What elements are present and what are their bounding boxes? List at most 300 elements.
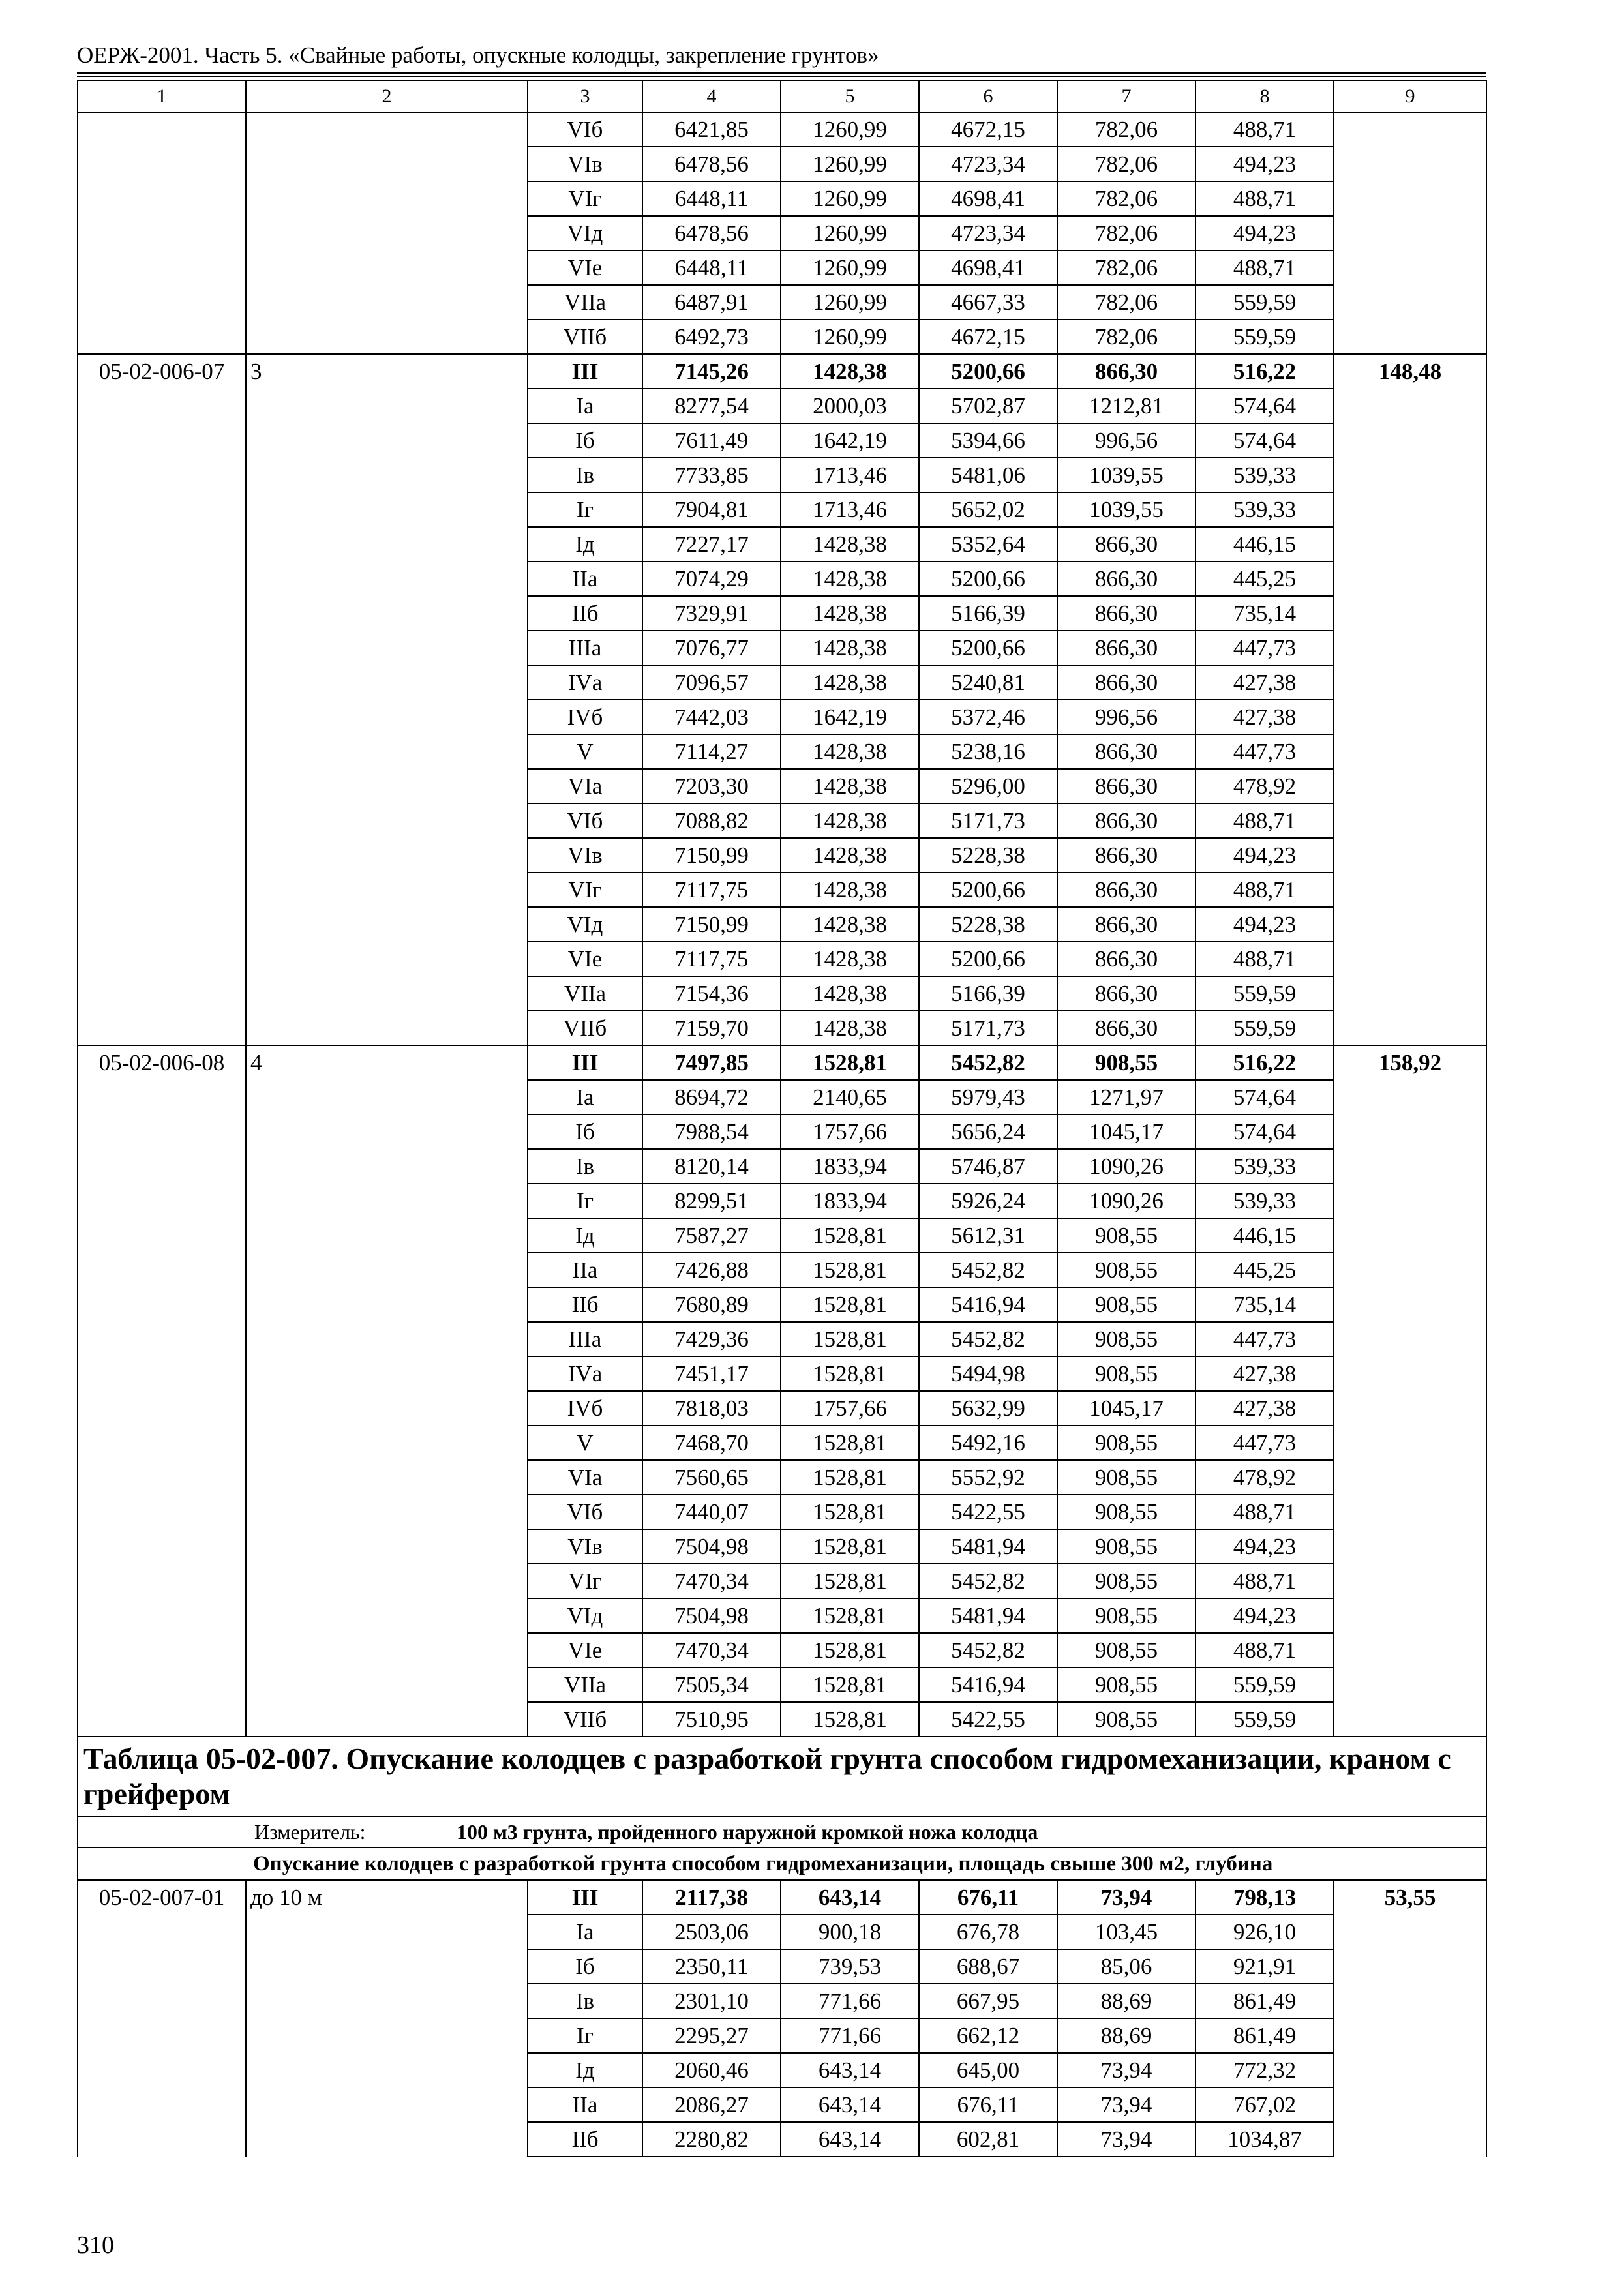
value-cell: 5228,38	[919, 907, 1057, 942]
col9-value	[1334, 112, 1486, 354]
value-cell: 735,14	[1195, 1287, 1334, 1322]
value-cell: 1642,19	[781, 423, 919, 458]
value-cell: 73,94	[1057, 2122, 1195, 2157]
value-cell: 688,67	[919, 1949, 1057, 1984]
zone-cell: V	[528, 1426, 642, 1460]
value-cell: 7074,29	[642, 561, 781, 596]
zone-cell: Iв	[528, 1984, 642, 2018]
page-header: ОЕРЖ-2001. Часть 5. «Свайные работы, опускные колодцы, закрепление грунтов»	[77, 42, 879, 68]
value-cell: 488,71	[1195, 250, 1334, 285]
column-number: 2	[246, 80, 528, 112]
value-cell: 1271,97	[1057, 1080, 1195, 1115]
value-cell: 5238,16	[919, 734, 1057, 769]
zone-cell: VIIб	[528, 320, 642, 354]
zone-cell: IVа	[528, 1356, 642, 1391]
rate-code: 05-02-007-01	[78, 1880, 246, 2157]
value-cell: 1528,81	[781, 1529, 919, 1564]
value-cell: 516,22	[1195, 354, 1334, 389]
value-cell: 643,14	[781, 2087, 919, 2122]
column-number: 5	[781, 80, 919, 112]
value-cell: 2117,38	[642, 1880, 781, 1915]
value-cell: 1045,17	[1057, 1391, 1195, 1426]
zone-cell: VIд	[528, 216, 642, 250]
value-cell: 1528,81	[781, 1287, 919, 1322]
value-cell: 1428,38	[781, 976, 919, 1011]
value-cell: 7154,36	[642, 976, 781, 1011]
value-cell: 908,55	[1057, 1529, 1195, 1564]
section-title: Таблица 05-02-007. Опускание колодцев с разработкой грунта способом гидромеханизации, краном с грейфером	[78, 1737, 1486, 1816]
zone-cell: VIг	[528, 873, 642, 907]
value-cell: 478,92	[1195, 769, 1334, 803]
value-cell: 7560,65	[642, 1460, 781, 1495]
value-cell: 1428,38	[781, 561, 919, 596]
value-cell: 866,30	[1057, 942, 1195, 976]
value-cell: 7505,34	[642, 1668, 781, 1702]
value-cell: 866,30	[1057, 1011, 1195, 1045]
value-cell: 488,71	[1195, 112, 1334, 147]
value-cell: 908,55	[1057, 1322, 1195, 1356]
value-cell: 1034,87	[1195, 2122, 1334, 2157]
zone-cell: Iв	[528, 458, 642, 492]
value-cell: 866,30	[1057, 976, 1195, 1011]
value-cell: 5416,94	[919, 1668, 1057, 1702]
value-cell: 866,30	[1057, 769, 1195, 803]
zone-cell: VIд	[528, 1598, 642, 1633]
meter-label: Измеритель:	[254, 1820, 366, 1844]
value-cell: 676,11	[919, 1880, 1057, 1915]
value-cell: 488,71	[1195, 181, 1334, 216]
value-cell: 447,73	[1195, 1322, 1334, 1356]
value-cell: 7510,95	[642, 1702, 781, 1737]
value-cell: 5200,66	[919, 631, 1057, 665]
meter-cell	[78, 1816, 1486, 1848]
value-cell: 559,59	[1195, 1011, 1334, 1045]
value-cell: 782,06	[1057, 112, 1195, 147]
zone-cell: IIб	[528, 596, 642, 631]
zone-cell: VIг	[528, 181, 642, 216]
value-cell: 5200,66	[919, 873, 1057, 907]
value-cell: 1090,26	[1057, 1149, 1195, 1184]
value-cell: 1528,81	[781, 1633, 919, 1668]
value-cell: 7096,57	[642, 665, 781, 700]
value-cell: 427,38	[1195, 700, 1334, 734]
value-cell: 7150,99	[642, 838, 781, 873]
value-cell: 447,73	[1195, 1426, 1334, 1460]
value-cell: 88,69	[1057, 2018, 1195, 2053]
column-number: 1	[78, 80, 246, 112]
value-cell: 447,73	[1195, 631, 1334, 665]
value-cell: 5352,64	[919, 527, 1057, 561]
value-cell: 73,94	[1057, 2087, 1195, 2122]
value-cell: 1260,99	[781, 285, 919, 320]
value-cell: 866,30	[1057, 803, 1195, 838]
value-cell: 1713,46	[781, 492, 919, 527]
value-cell: 866,30	[1057, 907, 1195, 942]
value-cell: 559,59	[1195, 1668, 1334, 1702]
value-cell: 7076,77	[642, 631, 781, 665]
column-number: 4	[642, 80, 781, 112]
column-number: 3	[528, 80, 642, 112]
value-cell: 1713,46	[781, 458, 919, 492]
value-cell: 7988,54	[642, 1115, 781, 1149]
value-cell: 447,73	[1195, 734, 1334, 769]
zone-cell: VIIа	[528, 976, 642, 1011]
value-cell: 5494,98	[919, 1356, 1057, 1391]
value-cell: 574,64	[1195, 1080, 1334, 1115]
value-cell: 494,23	[1195, 838, 1334, 873]
value-cell: 7818,03	[642, 1391, 781, 1426]
value-cell: 5416,94	[919, 1287, 1057, 1322]
section-title-row	[78, 1737, 1486, 1816]
value-cell: 488,71	[1195, 1633, 1334, 1668]
value-cell: 2000,03	[781, 389, 919, 423]
value-cell: 2140,65	[781, 1080, 919, 1115]
zone-cell: VIе	[528, 1633, 642, 1668]
value-cell: 908,55	[1057, 1633, 1195, 1668]
value-cell: 488,71	[1195, 1495, 1334, 1529]
value-cell: 676,11	[919, 2087, 1057, 2122]
value-cell: 2086,27	[642, 2087, 781, 2122]
value-cell: 7117,75	[642, 873, 781, 907]
zone-cell: IIа	[528, 1253, 642, 1287]
value-cell: 427,38	[1195, 1391, 1334, 1426]
zone-cell: VIб	[528, 803, 642, 838]
zone-cell: Iд	[528, 1218, 642, 1253]
value-cell: 516,22	[1195, 1045, 1334, 1080]
value-cell: 908,55	[1057, 1495, 1195, 1529]
zone-cell: VIа	[528, 769, 642, 803]
subheading: Опускание колодцев с разработкой грунта способом гидромеханизации, площадь свыше 300 м2, глубина	[78, 1848, 1486, 1880]
value-cell: 1428,38	[781, 1011, 919, 1045]
value-cell: 6478,56	[642, 216, 781, 250]
value-cell: 1428,38	[781, 873, 919, 907]
value-cell: 574,64	[1195, 1115, 1334, 1149]
value-cell: 1833,94	[781, 1149, 919, 1184]
value-cell: 662,12	[919, 2018, 1057, 2053]
value-cell: 7329,91	[642, 596, 781, 631]
meter-value: 100 м3 грунта, пройденного наружной кромкой ножа колодца	[457, 1820, 1038, 1844]
value-cell: 908,55	[1057, 1564, 1195, 1598]
value-cell: 8299,51	[642, 1184, 781, 1218]
value-cell: 1039,55	[1057, 492, 1195, 527]
zone-cell: IIа	[528, 2087, 642, 2122]
value-cell: 1260,99	[781, 112, 919, 147]
value-cell: 445,25	[1195, 561, 1334, 596]
value-cell: 446,15	[1195, 527, 1334, 561]
col9-value: 53,55	[1334, 1880, 1486, 2157]
page-number: 310	[77, 2232, 114, 2259]
value-cell: 427,38	[1195, 665, 1334, 700]
zone-cell: IIIа	[528, 631, 642, 665]
value-cell: 1528,81	[781, 1045, 919, 1080]
value-cell: 866,30	[1057, 734, 1195, 769]
value-cell: 908,55	[1057, 1253, 1195, 1287]
value-cell: 772,32	[1195, 2053, 1334, 2087]
value-cell: 539,33	[1195, 492, 1334, 527]
value-cell: 1528,81	[781, 1356, 919, 1391]
value-cell: 4667,33	[919, 285, 1057, 320]
value-cell: 1039,55	[1057, 458, 1195, 492]
value-cell: 5394,66	[919, 423, 1057, 458]
value-cell: 1528,81	[781, 1426, 919, 1460]
zone-cell: Iа	[528, 1080, 642, 1115]
value-cell: 574,64	[1195, 423, 1334, 458]
value-cell: 7150,99	[642, 907, 781, 942]
column-number: 7	[1057, 80, 1195, 112]
value-cell: 559,59	[1195, 320, 1334, 354]
zone-cell: VIб	[528, 1495, 642, 1529]
value-cell: 900,18	[781, 1915, 919, 1949]
value-cell: 1260,99	[781, 320, 919, 354]
value-cell: 539,33	[1195, 458, 1334, 492]
zone-cell: VIе	[528, 250, 642, 285]
value-cell: 1757,66	[781, 1115, 919, 1149]
value-cell: 5612,31	[919, 1218, 1057, 1253]
value-cell: 7611,49	[642, 423, 781, 458]
rate-description: 4	[246, 1045, 528, 1737]
zone-cell: V	[528, 734, 642, 769]
zone-cell: IIб	[528, 2122, 642, 2157]
value-cell: 8120,14	[642, 1149, 781, 1184]
zone-cell: IVа	[528, 665, 642, 700]
value-cell: 602,81	[919, 2122, 1057, 2157]
value-cell: 645,00	[919, 2053, 1057, 2087]
value-cell: 1757,66	[781, 1391, 919, 1426]
value-cell: 5652,02	[919, 492, 1057, 527]
value-cell: 5656,24	[919, 1115, 1057, 1149]
value-cell: 1212,81	[1057, 389, 1195, 423]
value-cell: 6492,73	[642, 320, 781, 354]
value-cell: 5166,39	[919, 596, 1057, 631]
rate-code	[78, 112, 246, 354]
value-cell: 1428,38	[781, 942, 919, 976]
value-cell: 539,33	[1195, 1149, 1334, 1184]
value-cell: 1528,81	[781, 1564, 919, 1598]
value-cell: 7733,85	[642, 458, 781, 492]
zone-cell: III	[528, 1045, 642, 1080]
value-cell: 7117,75	[642, 942, 781, 976]
value-cell: 1428,38	[781, 527, 919, 561]
column-number: 8	[1195, 80, 1334, 112]
value-cell: 5240,81	[919, 665, 1057, 700]
value-cell: 5746,87	[919, 1149, 1057, 1184]
value-cell: 7680,89	[642, 1287, 781, 1322]
value-cell: 7429,36	[642, 1322, 781, 1356]
value-cell: 1260,99	[781, 250, 919, 285]
value-cell: 6487,91	[642, 285, 781, 320]
value-cell: 446,15	[1195, 1218, 1334, 1253]
value-cell: 7159,70	[642, 1011, 781, 1045]
meter-row	[78, 1816, 1486, 1848]
value-cell: 996,56	[1057, 423, 1195, 458]
value-cell: 5422,55	[919, 1495, 1057, 1529]
zone-cell: VIв	[528, 147, 642, 181]
value-cell: 5200,66	[919, 561, 1057, 596]
value-cell: 866,30	[1057, 561, 1195, 596]
value-cell: 2301,10	[642, 1984, 781, 2018]
rate-description: до 10 м	[246, 1880, 528, 2157]
value-cell: 7426,88	[642, 1253, 781, 1287]
zone-cell: IIIа	[528, 1322, 642, 1356]
table-row	[78, 354, 1486, 389]
value-cell: 494,23	[1195, 1598, 1334, 1633]
value-cell: 539,33	[1195, 1184, 1334, 1218]
zone-cell: Iб	[528, 423, 642, 458]
value-cell: 2060,46	[642, 2053, 781, 2087]
value-cell: 1528,81	[781, 1668, 919, 1702]
value-cell: 771,66	[781, 2018, 919, 2053]
value-cell: 8277,54	[642, 389, 781, 423]
value-cell: 643,14	[781, 2122, 919, 2157]
value-cell: 4723,34	[919, 147, 1057, 181]
value-cell: 7504,98	[642, 1598, 781, 1633]
value-cell: 445,25	[1195, 1253, 1334, 1287]
value-cell: 861,49	[1195, 2018, 1334, 2053]
value-cell: 7904,81	[642, 492, 781, 527]
zone-cell: Iд	[528, 527, 642, 561]
value-cell: 494,23	[1195, 1529, 1334, 1564]
zone-cell: IIа	[528, 561, 642, 596]
value-cell: 1528,81	[781, 1460, 919, 1495]
value-cell: 6448,11	[642, 181, 781, 216]
zone-cell: Iб	[528, 1115, 642, 1149]
value-cell: 88,69	[1057, 1984, 1195, 2018]
subheading-row	[78, 1848, 1486, 1880]
value-cell: 5552,92	[919, 1460, 1057, 1495]
zone-cell: VIа	[528, 1460, 642, 1495]
value-cell: 4672,15	[919, 112, 1057, 147]
rate-description	[246, 112, 528, 354]
value-cell: 1428,38	[781, 665, 919, 700]
zone-cell: Iб	[528, 1949, 642, 1984]
rate-code: 05-02-006-07	[78, 354, 246, 1045]
zone-cell: IVб	[528, 700, 642, 734]
zone-cell: Iг	[528, 1184, 642, 1218]
value-cell: 1528,81	[781, 1598, 919, 1633]
value-cell: 739,53	[781, 1949, 919, 1984]
zone-cell: VIг	[528, 1564, 642, 1598]
value-cell: 866,30	[1057, 665, 1195, 700]
value-cell: 1428,38	[781, 803, 919, 838]
value-cell: 4698,41	[919, 181, 1057, 216]
value-cell: 5228,38	[919, 838, 1057, 873]
rate-description: 3	[246, 354, 528, 1045]
value-cell: 1528,81	[781, 1495, 919, 1529]
zone-cell: Iа	[528, 1915, 642, 1949]
value-cell: 5171,73	[919, 803, 1057, 838]
value-cell: 574,64	[1195, 389, 1334, 423]
value-cell: 2503,06	[642, 1915, 781, 1949]
value-cell: 782,06	[1057, 320, 1195, 354]
value-cell: 7468,70	[642, 1426, 781, 1460]
value-cell: 7088,82	[642, 803, 781, 838]
value-cell: 771,66	[781, 1984, 919, 2018]
value-cell: 6448,11	[642, 250, 781, 285]
value-cell: 5452,82	[919, 1564, 1057, 1598]
value-cell: 1528,81	[781, 1322, 919, 1356]
value-cell: 866,30	[1057, 596, 1195, 631]
value-cell: 5492,16	[919, 1426, 1057, 1460]
value-cell: 5422,55	[919, 1702, 1057, 1737]
zone-cell: Iд	[528, 2053, 642, 2087]
value-cell: 1528,81	[781, 1702, 919, 1737]
value-cell: 782,06	[1057, 285, 1195, 320]
column-number: 6	[919, 80, 1057, 112]
value-cell: 7114,27	[642, 734, 781, 769]
col9-value: 148,48	[1334, 354, 1486, 1045]
value-cell: 427,38	[1195, 1356, 1334, 1391]
value-cell: 908,55	[1057, 1287, 1195, 1322]
header-rule	[77, 72, 1486, 74]
value-cell: 866,30	[1057, 838, 1195, 873]
value-cell: 488,71	[1195, 942, 1334, 976]
value-cell: 494,23	[1195, 216, 1334, 250]
value-cell: 7504,98	[642, 1529, 781, 1564]
value-cell: 676,78	[919, 1915, 1057, 1949]
value-cell: 5296,00	[919, 769, 1057, 803]
value-cell: 7442,03	[642, 700, 781, 734]
value-cell: 103,45	[1057, 1915, 1195, 1949]
value-cell: 782,06	[1057, 216, 1195, 250]
value-cell: 643,14	[781, 2053, 919, 2087]
value-cell: 767,02	[1195, 2087, 1334, 2122]
value-cell: 1428,38	[781, 838, 919, 873]
value-cell: 5452,82	[919, 1045, 1057, 1080]
zone-cell: IIб	[528, 1287, 642, 1322]
value-cell: 5702,87	[919, 389, 1057, 423]
zone-cell: VIв	[528, 838, 642, 873]
value-cell: 861,49	[1195, 1984, 1334, 2018]
value-cell: 1260,99	[781, 216, 919, 250]
value-cell: 866,30	[1057, 527, 1195, 561]
value-cell: 5632,99	[919, 1391, 1057, 1426]
value-cell: 782,06	[1057, 147, 1195, 181]
value-cell: 7440,07	[642, 1495, 781, 1529]
value-cell: 488,71	[1195, 873, 1334, 907]
value-cell: 4723,34	[919, 216, 1057, 250]
value-cell: 798,13	[1195, 1880, 1334, 1915]
rate-code: 05-02-006-08	[78, 1045, 246, 1737]
value-cell: 5979,43	[919, 1080, 1057, 1115]
value-cell: 5452,82	[919, 1633, 1057, 1668]
zone-cell: Iг	[528, 2018, 642, 2053]
value-cell: 908,55	[1057, 1356, 1195, 1391]
col9-value: 158,92	[1334, 1045, 1486, 1737]
value-cell: 7470,34	[642, 1633, 781, 1668]
zone-cell: III	[528, 1880, 642, 1915]
value-cell: 1260,99	[781, 147, 919, 181]
table-row	[78, 112, 1486, 147]
zone-cell: Iа	[528, 389, 642, 423]
column-number: 9	[1334, 80, 1486, 112]
value-cell: 494,23	[1195, 147, 1334, 181]
zone-cell: Iг	[528, 492, 642, 527]
value-cell: 1428,38	[781, 596, 919, 631]
value-cell: 908,55	[1057, 1218, 1195, 1253]
value-cell: 1428,38	[781, 354, 919, 389]
value-cell: 5372,46	[919, 700, 1057, 734]
rates-table	[77, 80, 1487, 2157]
value-cell: 5452,82	[919, 1253, 1057, 1287]
value-cell: 926,10	[1195, 1915, 1334, 1949]
value-cell: 5452,82	[919, 1322, 1057, 1356]
value-cell: 8694,72	[642, 1080, 781, 1115]
value-cell: 559,59	[1195, 285, 1334, 320]
value-cell: 559,59	[1195, 976, 1334, 1011]
column-number-row	[78, 80, 1486, 112]
zone-cell: VIб	[528, 112, 642, 147]
value-cell: 908,55	[1057, 1702, 1195, 1737]
